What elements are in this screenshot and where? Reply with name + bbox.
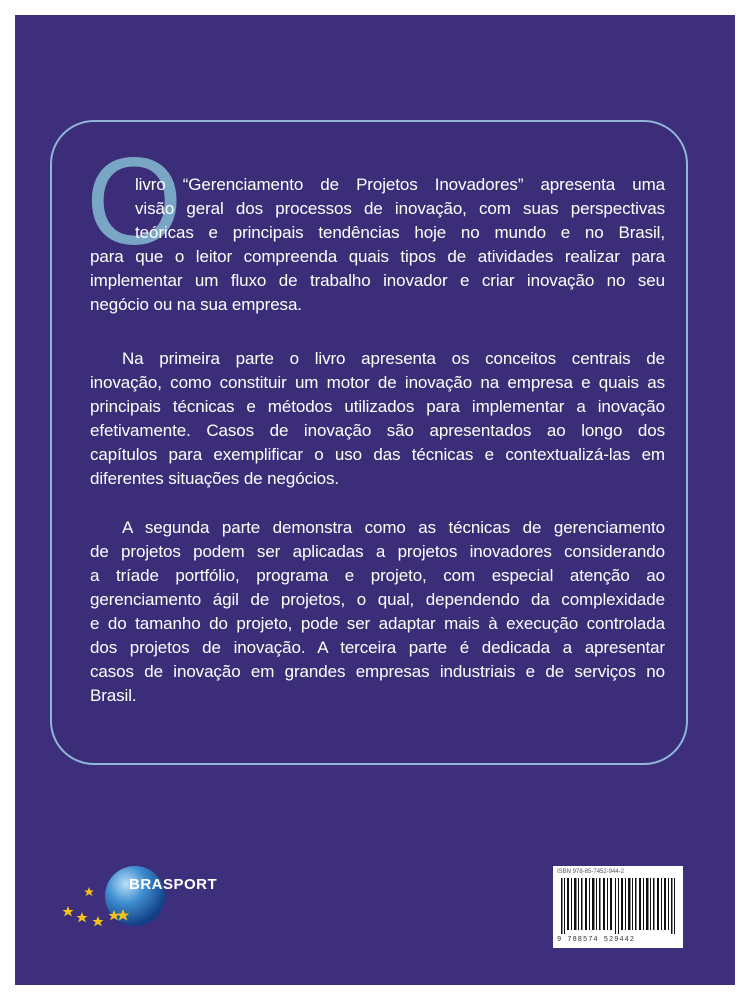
paragraph-line: teóricas e principais tendências hoje no mundo e no Brasil, — [135, 223, 665, 242]
paragraph-line: e do tamanho do projeto, pode ser adaptar mais à execução controlada — [90, 614, 665, 633]
paragraph-line: diferentes situações de negócios. — [90, 469, 340, 488]
paragraph-line: principais técnicas e métodos utilizados para implementar a inovação — [90, 397, 665, 416]
paragraph-line: efetivamente. Casos de inovação são apresentados ao longo dos — [90, 421, 665, 440]
isbn-number: 9 788574 529442 — [557, 936, 636, 944]
barcode-icon — [559, 878, 677, 934]
barcode — [553, 866, 683, 948]
isbn-label: ISBN 978-85-7452-944-2 — [557, 869, 625, 875]
paragraph-line: livro “Gerenciamento de Projetos Inovadores” apresenta uma — [135, 175, 665, 194]
paragraph-line: gerenciamento ágil de projetos, o qual, dependendo da complexidade — [90, 590, 665, 609]
brasport-logo-icon — [60, 858, 240, 940]
paragraph-3 — [90, 516, 665, 708]
paragraph-line: casos de inovação em grandes empresas industriais e de serviços no — [90, 662, 665, 681]
paragraph-line: visão geral dos processos de inovação, com suas perspectivas — [135, 199, 665, 218]
paragraph-line: inovação, como constituir um motor de inovação na empresa e quais as — [90, 373, 665, 392]
paragraph-line: a tríade portfólio, programa e projeto, com especial atenção ao — [90, 566, 665, 585]
paragraph-line: dos projetos de inovação. A terceira parte é dedicada a apresentar — [90, 638, 665, 657]
paragraph-line: para que o leitor compreenda quais tipos de atividades realizar para — [90, 247, 665, 266]
paragraph-line: A segunda parte demonstra como as técnicas de gerenciamento — [122, 518, 665, 537]
paragraph-2 — [90, 347, 665, 491]
paragraph-1 — [90, 173, 665, 317]
paragraph-line: capítulos para exemplificar o uso das técnicas e contextualizá-las em — [90, 445, 665, 464]
paragraph-line: negócio ou na sua empresa. — [90, 295, 302, 314]
paragraph-line: Brasil. — [90, 686, 137, 705]
drop-cap: O — [86, 133, 183, 271]
paragraph-line: de projetos podem ser aplicadas a projetos inovadores considerando — [90, 542, 665, 561]
paragraph-line: implementar um fluxo de trabalho inovador e criar inovação no seu — [90, 271, 665, 290]
publisher-name: BRASPORT — [129, 876, 218, 893]
paragraph-line: Na primeira parte o livro apresenta os conceitos centrais de — [122, 349, 665, 368]
